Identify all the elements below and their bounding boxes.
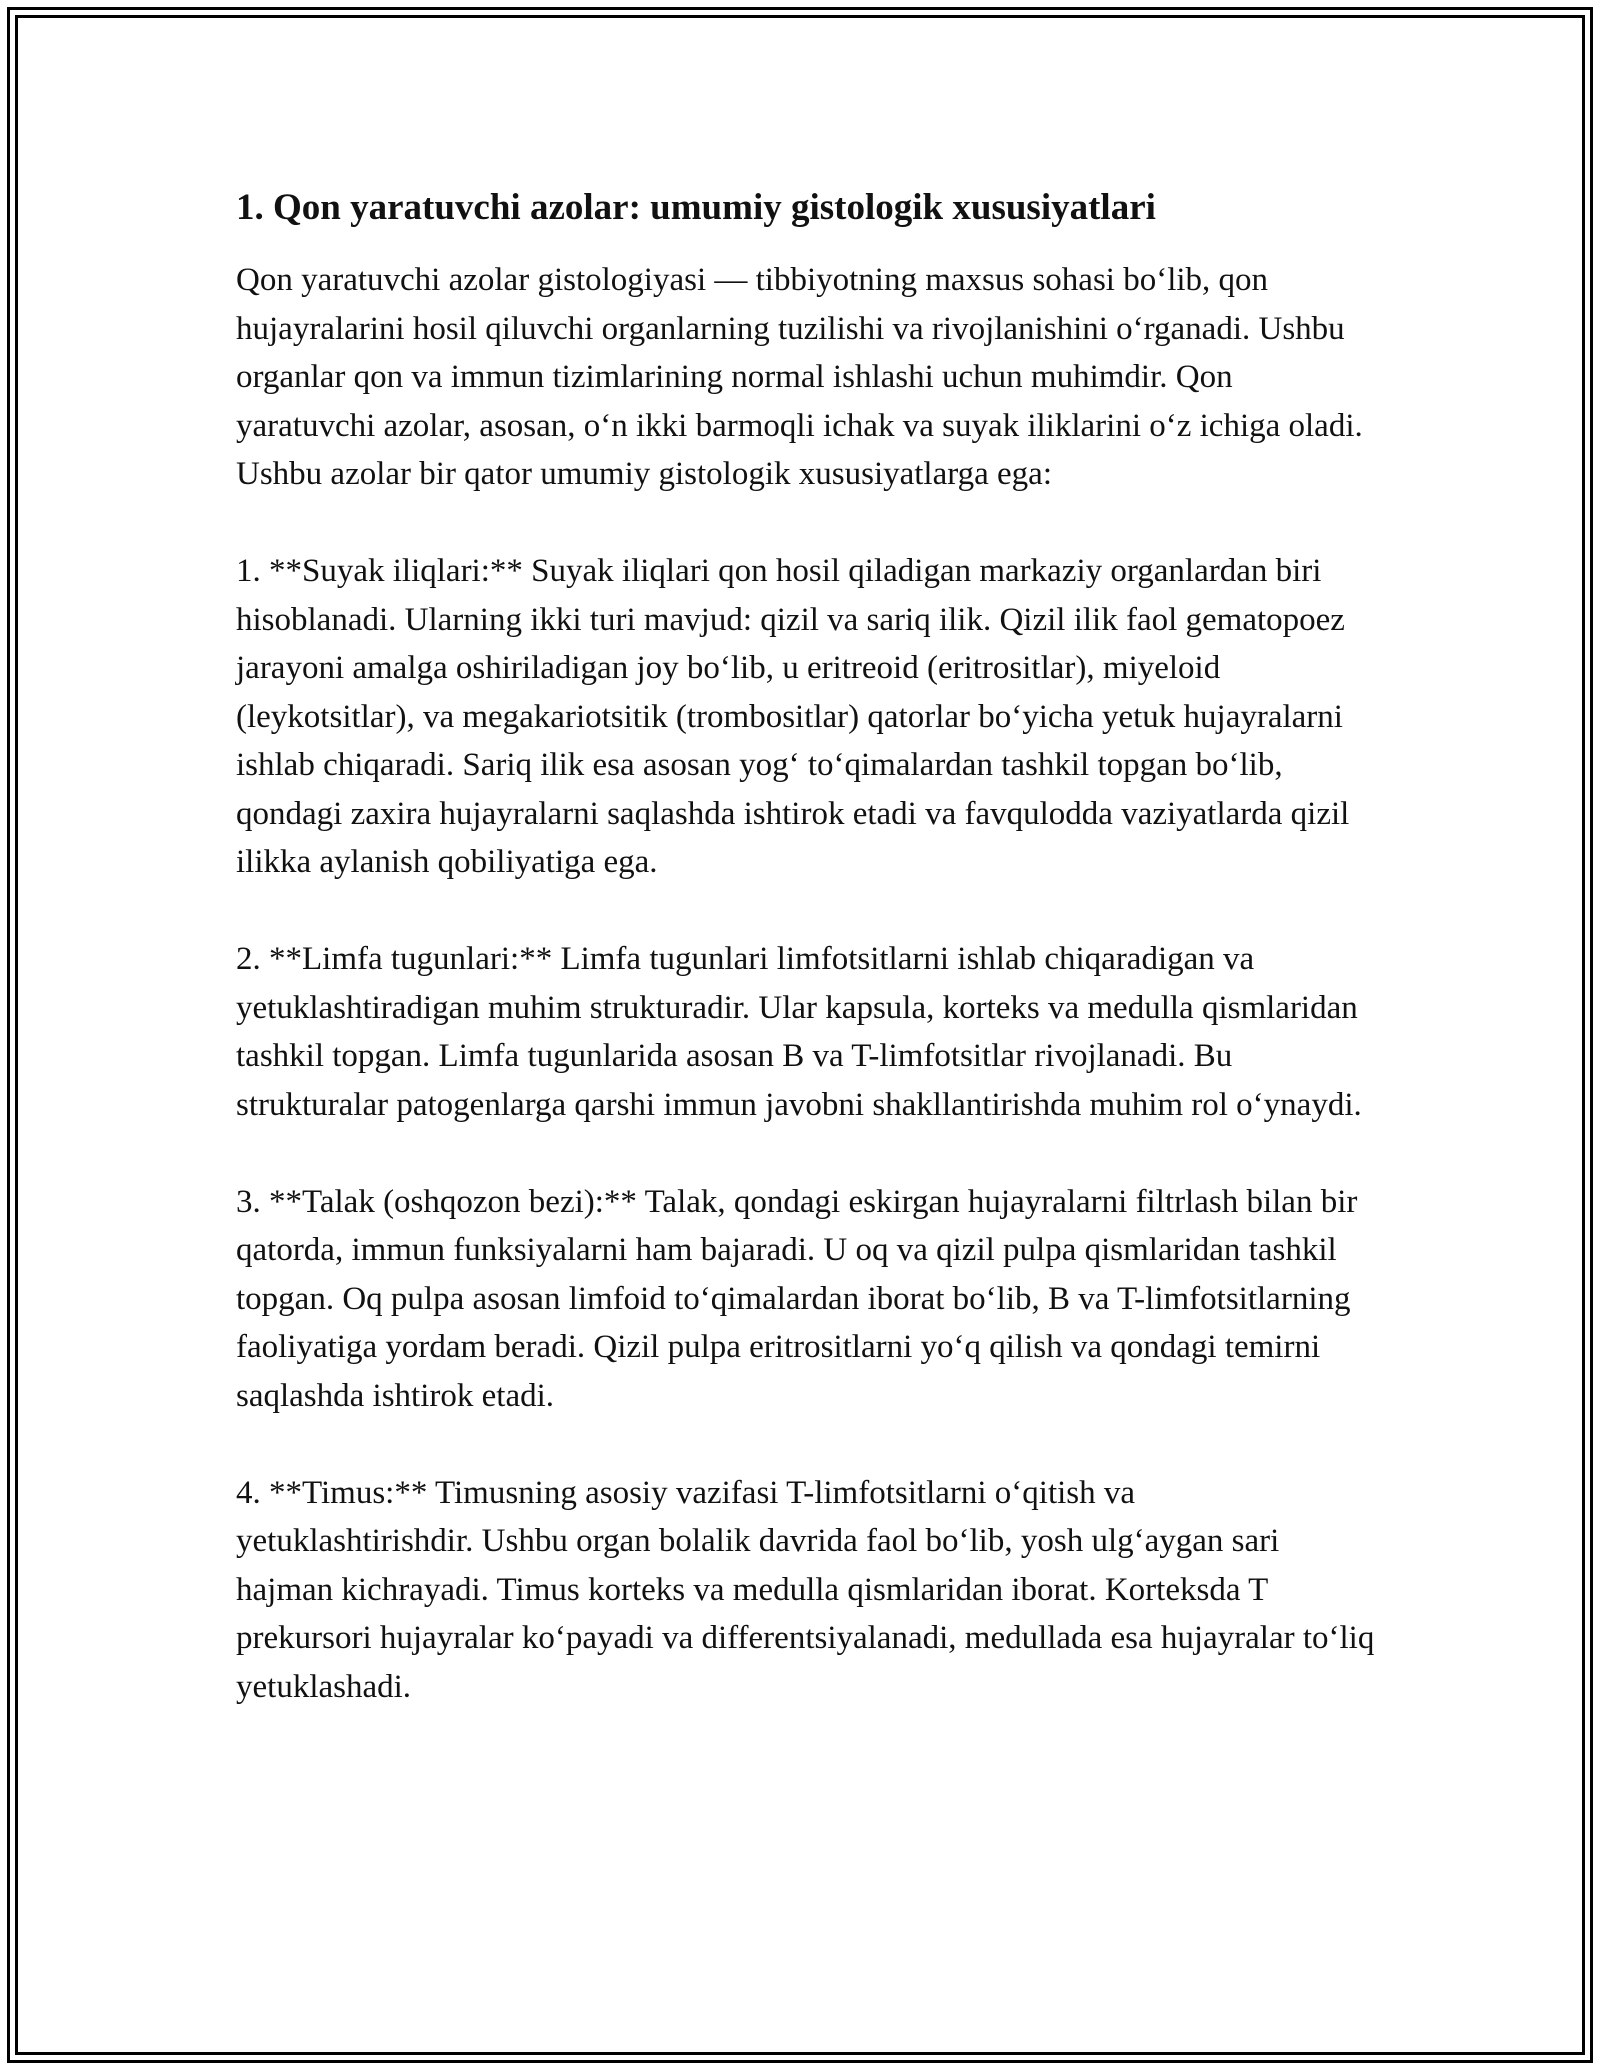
document-body bbox=[236, 184, 1376, 1760]
intro-paragraph: Qon yaratuvchi azolar gistologiyasi — tibbiyotning maxsus sohasi bo‘lib, qon hujayralarini hosil qiluvchi organlarning tuzilishi va rivojlanishini o‘rganadi. Ushbu organlar qon va immun tizimlarining normal ishlashi uchun muhimdir. Qon yaratuvchi azolar, asosan, o‘n ikki barmoqli ichak va suyak iliklarini o‘z ichiga oladi. Ushbu azolar bir qator umumiy gistologik xususiyatlarga ega: bbox=[236, 262, 1363, 493]
paragraph-thymus: 4. **Timus:** Timusning asosiy vazifasi T-limfotsitlarni o‘qitish va yetuklashtirishdir. Ushbu organ bolalik davrida faol bo‘lib, yosh ulg‘aygan sari hajman kichrayadi. Timus korteks va medulla qismlaridan iborat. Korteksda T prekursori hujayralar ko‘payadi va differentsiyalanadi, medullada esa hujayralar to‘liq yetuklashadi. bbox=[236, 1474, 1375, 1705]
paragraph-spleen: 3. **Talak (oshqozon bezi):** Talak, qondagi eskirgan hujayralarni filtrlash bilan bir qatorda, immun funksiyalarni ham bajaradi. U oq va qizil pulpa qismlaridan tashkil topgan. Oq pulpa asosan limfoid to‘qimalardan iborat bo‘lib, B va T-limfotsitlarning faoliyatiga yordam beradi. Qizil pulpa eritrositlarni yo‘q qilish va qondagi temirni saqlashda ishtirok etadi. bbox=[236, 1183, 1358, 1414]
paragraph-lymph-nodes: 2. **Limfa tugunlari:** Limfa tugunlari limfotsitlarni ishlab chiqaradigan va yetuklashtiradigan muhim strukturadir. Ular kapsula, korteks va medulla qismlaridan tashkil topgan. Limfa tugunlarida asosan B va T-limfotsitlar rivojlanadi. Bu strukturalar patogenlarga qarshi immun javobni shakllantirishda muhim rol o‘ynaydi. bbox=[236, 941, 1362, 1123]
section-heading: 1. Qon yaratuvchi azolar: umumiy gistologik xususiyatlari bbox=[236, 187, 1156, 228]
paragraph-bone-marrow: 1. **Suyak iliqlari:** Suyak iliqlari qon hosil qiladigan markaziy organlardan biri hisoblanadi. Ularning ikki turi mavjud: qizil va sariq ilik. Qizil ilik faol gematopoez jarayoni amalga oshiriladigan joy bo‘lib, u eritreoid (eritrositlar), miyeloid (leykotsitlar), va megakariotsitik (trombositlar) qatorlar bo‘yicha yetuk hujayralarni ishlab chiqaradi. Sariq ilik esa asosan yog‘ to‘qimalardan tashkil topgan bo‘lib, qondagi zaxira hujayralarni saqlashda ishtirok etadi va favqulodda vaziyatlarda qizil ilikka aylanish qobiliyatiga ega. bbox=[236, 553, 1350, 881]
